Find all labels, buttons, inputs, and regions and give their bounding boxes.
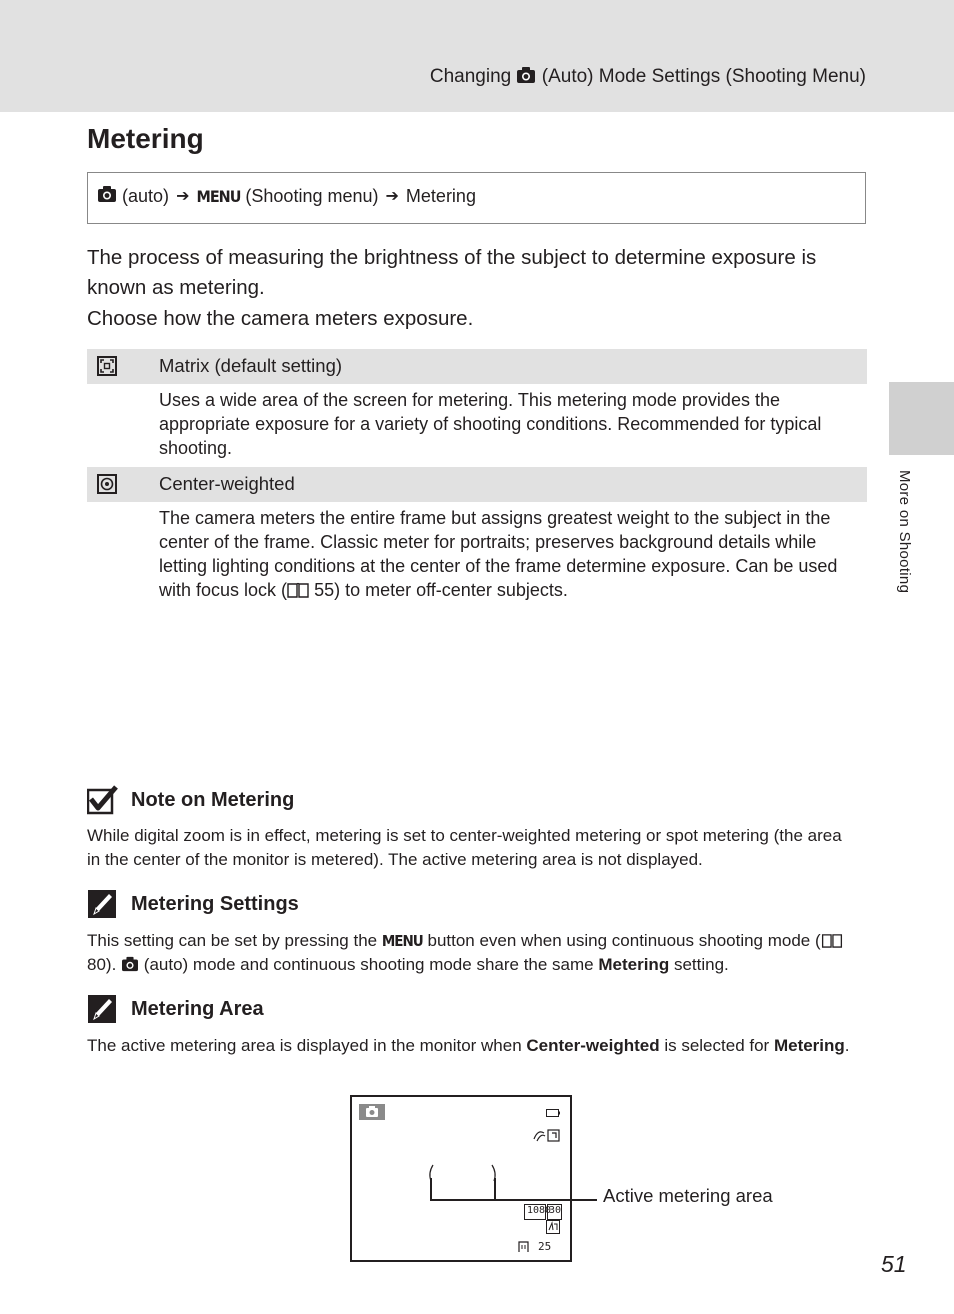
menu-button-glyph: MENU	[381, 932, 423, 950]
arrow-right-icon: ➔	[176, 188, 190, 206]
book-reference-icon	[821, 933, 843, 948]
note-text	[87, 1034, 857, 1058]
arrow-right-icon: ➔	[385, 188, 399, 206]
menu-path-box	[87, 172, 866, 224]
callout-label: Active metering area	[603, 1185, 773, 1206]
page-number: 51	[881, 1251, 907, 1277]
option-row-center-weighted	[87, 467, 867, 502]
menu-path-menu: (Shooting menu)	[245, 185, 379, 206]
note-text-part: This setting can be set by pressing the	[87, 931, 378, 950]
menu-path	[97, 185, 476, 207]
pencil-note-icon	[87, 994, 119, 1024]
pencil-note-icon	[87, 889, 119, 919]
image-mode-icon	[546, 1220, 560, 1234]
option-description-text: The camera meters the entire frame but assigns greatest weight to the subject in the center of the frame. Classic meter for portraits; preserves background details while letting lighting conditions at the center of the frame determine exposure. Can be used with focus lock (	[159, 508, 838, 600]
note-bold-term: Metering	[773, 1036, 845, 1055]
menu-path-mode: (auto)	[122, 185, 170, 206]
side-tab-label: More on Shooting	[896, 470, 913, 594]
camera-mode-indicator-icon	[359, 1104, 385, 1120]
note-title: Metering Settings	[131, 893, 299, 915]
menu-button-glyph: MENU	[196, 186, 241, 206]
movie-size-label: 1080	[527, 1205, 552, 1216]
note-title: Metering Area	[131, 998, 264, 1020]
option-name: Center-weighted	[159, 473, 295, 494]
note-title: Note on Metering	[131, 789, 295, 811]
note-text-part: setting.	[673, 955, 729, 974]
header-title-end: (Auto) Mode Settings (Shooting Menu)	[541, 66, 866, 87]
header-band	[0, 0, 954, 112]
memory-indicator-icon	[518, 1241, 530, 1253]
header-title-start: Changing	[429, 66, 512, 87]
vibration-reduction-icon	[532, 1127, 562, 1143]
intro-paragraph: The process of measuring the brightness of the subject to determine exposure is known as metering.	[87, 246, 817, 299]
running-header	[430, 66, 866, 88]
camera-icon	[97, 185, 117, 203]
note-text-part: (auto) mode and continuous shooting mode share the same	[143, 955, 594, 974]
page-title: Metering	[87, 123, 204, 154]
note-text-part: is selected for	[664, 1036, 770, 1055]
page-reference: 55	[314, 580, 335, 600]
option-description	[159, 506, 864, 602]
page-reference: 80	[87, 955, 106, 974]
note-text-part: button even when using continuous shooting mode (	[427, 931, 821, 950]
option-description: Uses a wide area of the screen for metering. This metering mode provides the appropriate exposure for a variety of shooting conditions. Recommended for typical shooting.	[159, 390, 822, 458]
callout-leader-line	[340, 1178, 600, 1218]
option-description-text-end: ) to meter off-center subjects.	[334, 580, 568, 600]
note-bold-term: Metering	[598, 955, 670, 974]
battery-icon	[546, 1109, 560, 1117]
note-text-part: ).	[105, 955, 117, 974]
checkmark-note-icon	[87, 785, 119, 815]
matrix-metering-icon	[97, 356, 117, 376]
center-weighted-metering-icon	[97, 474, 117, 494]
camera-icon	[516, 66, 536, 84]
option-row-matrix	[87, 349, 867, 384]
book-reference-icon	[287, 582, 309, 598]
intro-instruction: Choose how the camera meters exposure.	[87, 307, 474, 330]
side-tab	[889, 382, 954, 455]
exposures-remaining: 25	[538, 1240, 552, 1253]
note-text	[87, 929, 857, 977]
option-name: Matrix (default setting)	[159, 355, 343, 376]
menu-path-item: Metering	[405, 185, 476, 206]
note-text-part: .	[844, 1036, 850, 1055]
frame-rate-label: 30	[549, 1205, 562, 1216]
note-bold-term: Center-weighted	[526, 1036, 660, 1055]
camera-icon	[121, 956, 139, 972]
note-text-part: The active metering area is displayed in the monitor when	[87, 1036, 522, 1055]
note-text: While digital zoom is in effect, metering is set to center-weighted metering or spot metering (the area in the center of the monitor is metered). The active metering area is not displayed.	[87, 826, 842, 869]
